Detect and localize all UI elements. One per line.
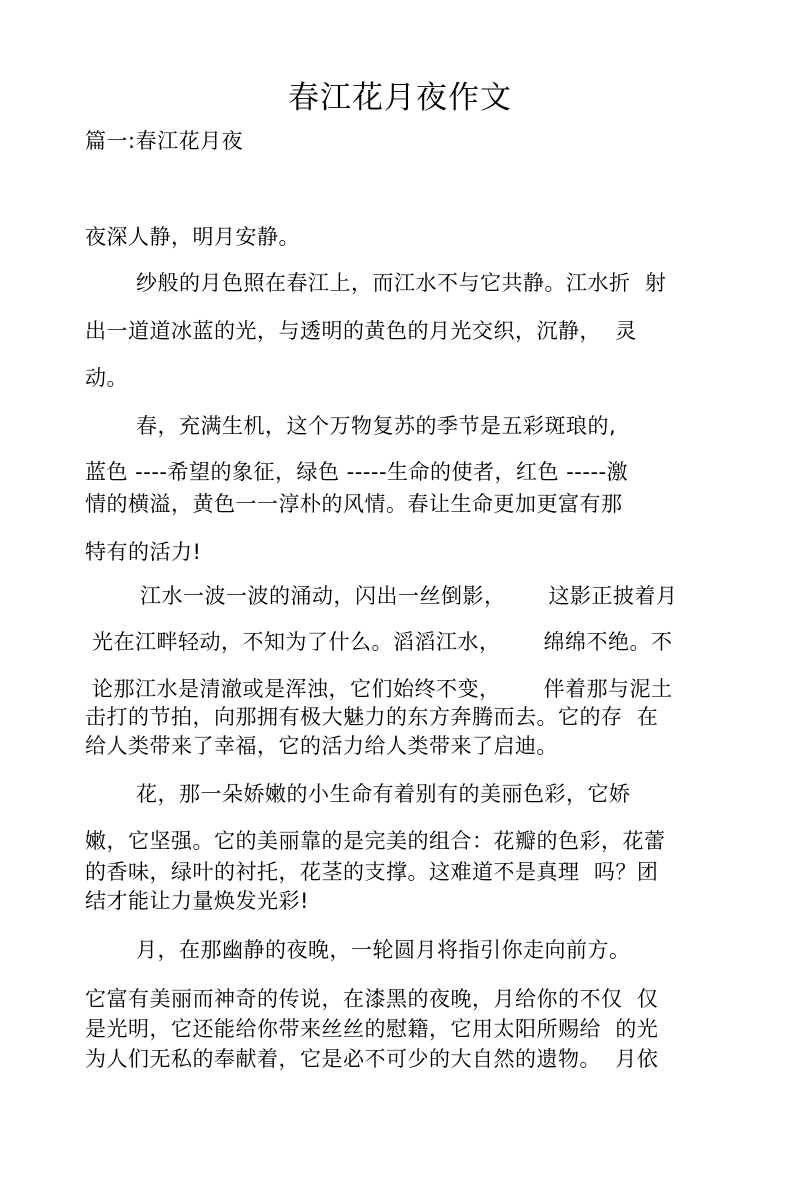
text-line: 击打的节拍，向那拥有极大魅力的东方奔腾而去。它的存 在	[85, 705, 659, 729]
text-line: 江水一波一波的涌动，闪出一丝倒影， 这影正披着月	[140, 584, 678, 608]
text-line: 为人们无私的奉献着，它是必不可少的大自然的遗物。 月依	[85, 1047, 659, 1071]
text-line: 给人类带来了幸福，它的活力给人类带来了启迪。	[85, 734, 558, 758]
text-line: 论那江水是清澈或是浑浊，它们始终不变， 伴着那与泥土	[92, 677, 673, 701]
text-line: 特有的活力!	[85, 540, 202, 564]
text-line: 纱般的月色照在春江上，而江水不与它共静。江水折 射	[136, 271, 667, 295]
document-title: 春江花月夜作文	[288, 80, 512, 116]
text-line: 光在江畔轻动，不知为了什么。滔滔江水， 绵绵不绝。不	[92, 630, 673, 654]
text-line: 蓝色 ----希望的象征，绿色 -----生命的使者，红色 -----激	[85, 460, 629, 484]
text-line: 它富有美丽而神奇的传说，在漆黑的夜晚，月给你的不仅 仅	[85, 987, 659, 1011]
text-line: 夜深人静，明月安静。	[85, 225, 300, 249]
text-line: 情的横溢，黄色一一淳朴的风情。春让生命更加更富有那	[85, 492, 623, 516]
text-line: 嫩，它坚强。它的美丽靠的是完美的组合：花瓣的色彩，花蕾	[85, 829, 666, 853]
text-line: 出一道道冰蓝的光，与透明的黄色的月光交织，沉静， 灵	[85, 319, 637, 343]
text-line: 月，在那幽静的夜晚，一轮圆月将指引你走向前方。	[136, 938, 631, 962]
text-line: 的香味，绿叶的衬托，花茎的支撑。这难道不是真理 吗？团	[85, 860, 659, 884]
text-line: 春，充满生机，这个万物复苏的季节是五彩斑琅的,	[136, 414, 617, 438]
text-line: 结才能让力量焕发光彩!	[85, 889, 309, 913]
text-line: 是光明，它还能给你带来丝丝的慰籍，它用太阳所赐给 的光	[85, 1017, 659, 1041]
text-line: 动。	[85, 366, 128, 390]
text-line: 花，那一朵娇嫩的小生命有着别有的美丽色彩，它娇	[136, 782, 631, 806]
section-heading: 篇一:春江花月夜	[85, 129, 244, 153]
